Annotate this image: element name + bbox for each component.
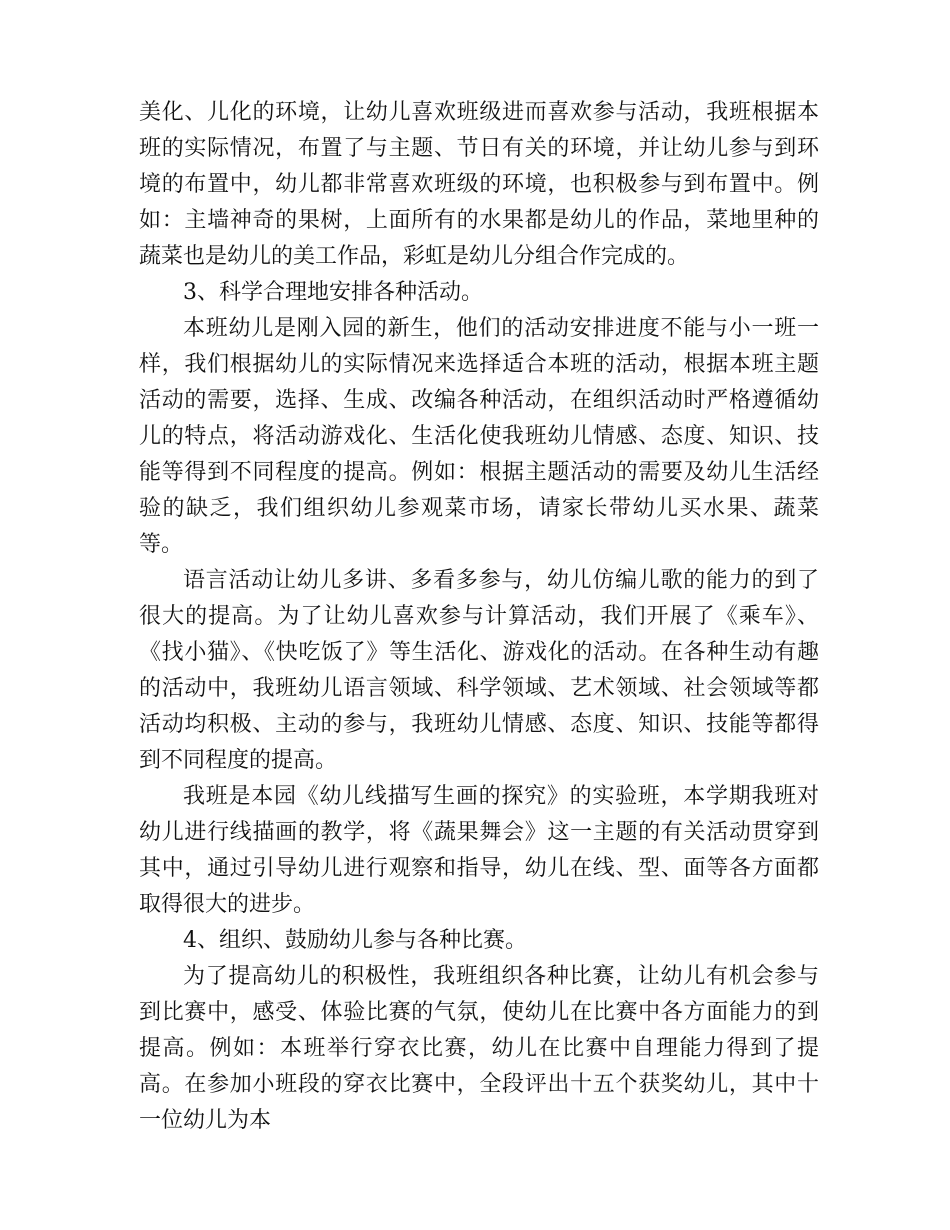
section-heading-4: 4、组织、鼓励幼儿参与各种比赛。 <box>183 928 527 953</box>
paragraph-language-activity: 语言活动让幼儿多讲、多看多参与，幼儿仿编儿歌的能力的到了很大的提高。为了让幼儿喜欢参与计算活动，我们开展了《乘车》、《找小猫》、《快吃饭了》等生活化、游戏化的活动。在各种生动有趣的活动中，我班幼儿语言领域、科学领域、艺术领域、社会领域等都活动均积极、主动的参与，我班幼儿情感、态度、知识、技能等都得到不同程度的提高。 <box>139 568 819 773</box>
paragraph-activity-arrangement: 本班幼儿是刚入园的新生，他们的活动安排进度不能与小一班一样，我们根据幼儿的实际情况来选择适合本班的活动，根据本班主题活动的需要，选择、生成、改编各种活动，在组织活动时严格遵循幼儿的特点，将活动游戏化、生活化使我班幼儿情感、态度、知识、技能等得到不同程度的提高。例如：根据主题活动的需要及幼儿生活经验的缺乏，我们组织幼儿参观菜市场，请家长带幼儿买水果、蔬菜等。 <box>139 316 819 557</box>
section-heading-3: 3、科学合理地安排各种活动。 <box>183 280 483 305</box>
paragraph-environment: 美化、儿化的环境，让幼儿喜欢班级进而喜欢参与活动，我班根据本班的实际情况，布置了与主题、节日有关的环境，并让幼儿参与到环境的布置中，幼儿都非常喜欢班级的环境，也积极参与到布置中。例如：主墙神奇的果树，上面所有的水果都是幼儿的作品，菜地里种的蔬菜也是幼儿的美工作品，彩虹是幼儿分组合作完成的。 <box>139 100 819 269</box>
paragraph-line-drawing: 我班是本园《幼儿线描写生画的探究》的实验班，本学期我班对幼儿进行线描画的教学，将《蔬果舞会》这一主题的有关活动贯穿到其中，通过引导幼儿进行观察和指导，幼儿在线、型、面等各方面都取得很大的进步。 <box>139 784 819 917</box>
document-page <box>139 95 819 1139</box>
paragraph-competitions: 为了提高幼儿的积极性，我班组织各种比赛，让幼儿有机会参与到比赛中，感受、体验比赛的气氛，使幼儿在比赛中各方面能力的到提高。例如：本班举行穿衣比赛，幼儿在比赛中自理能力得到了提高。在参加小班段的穿衣比赛中，全段评出十五个获奖幼儿，其中十一位幼儿为本 <box>139 964 819 1133</box>
